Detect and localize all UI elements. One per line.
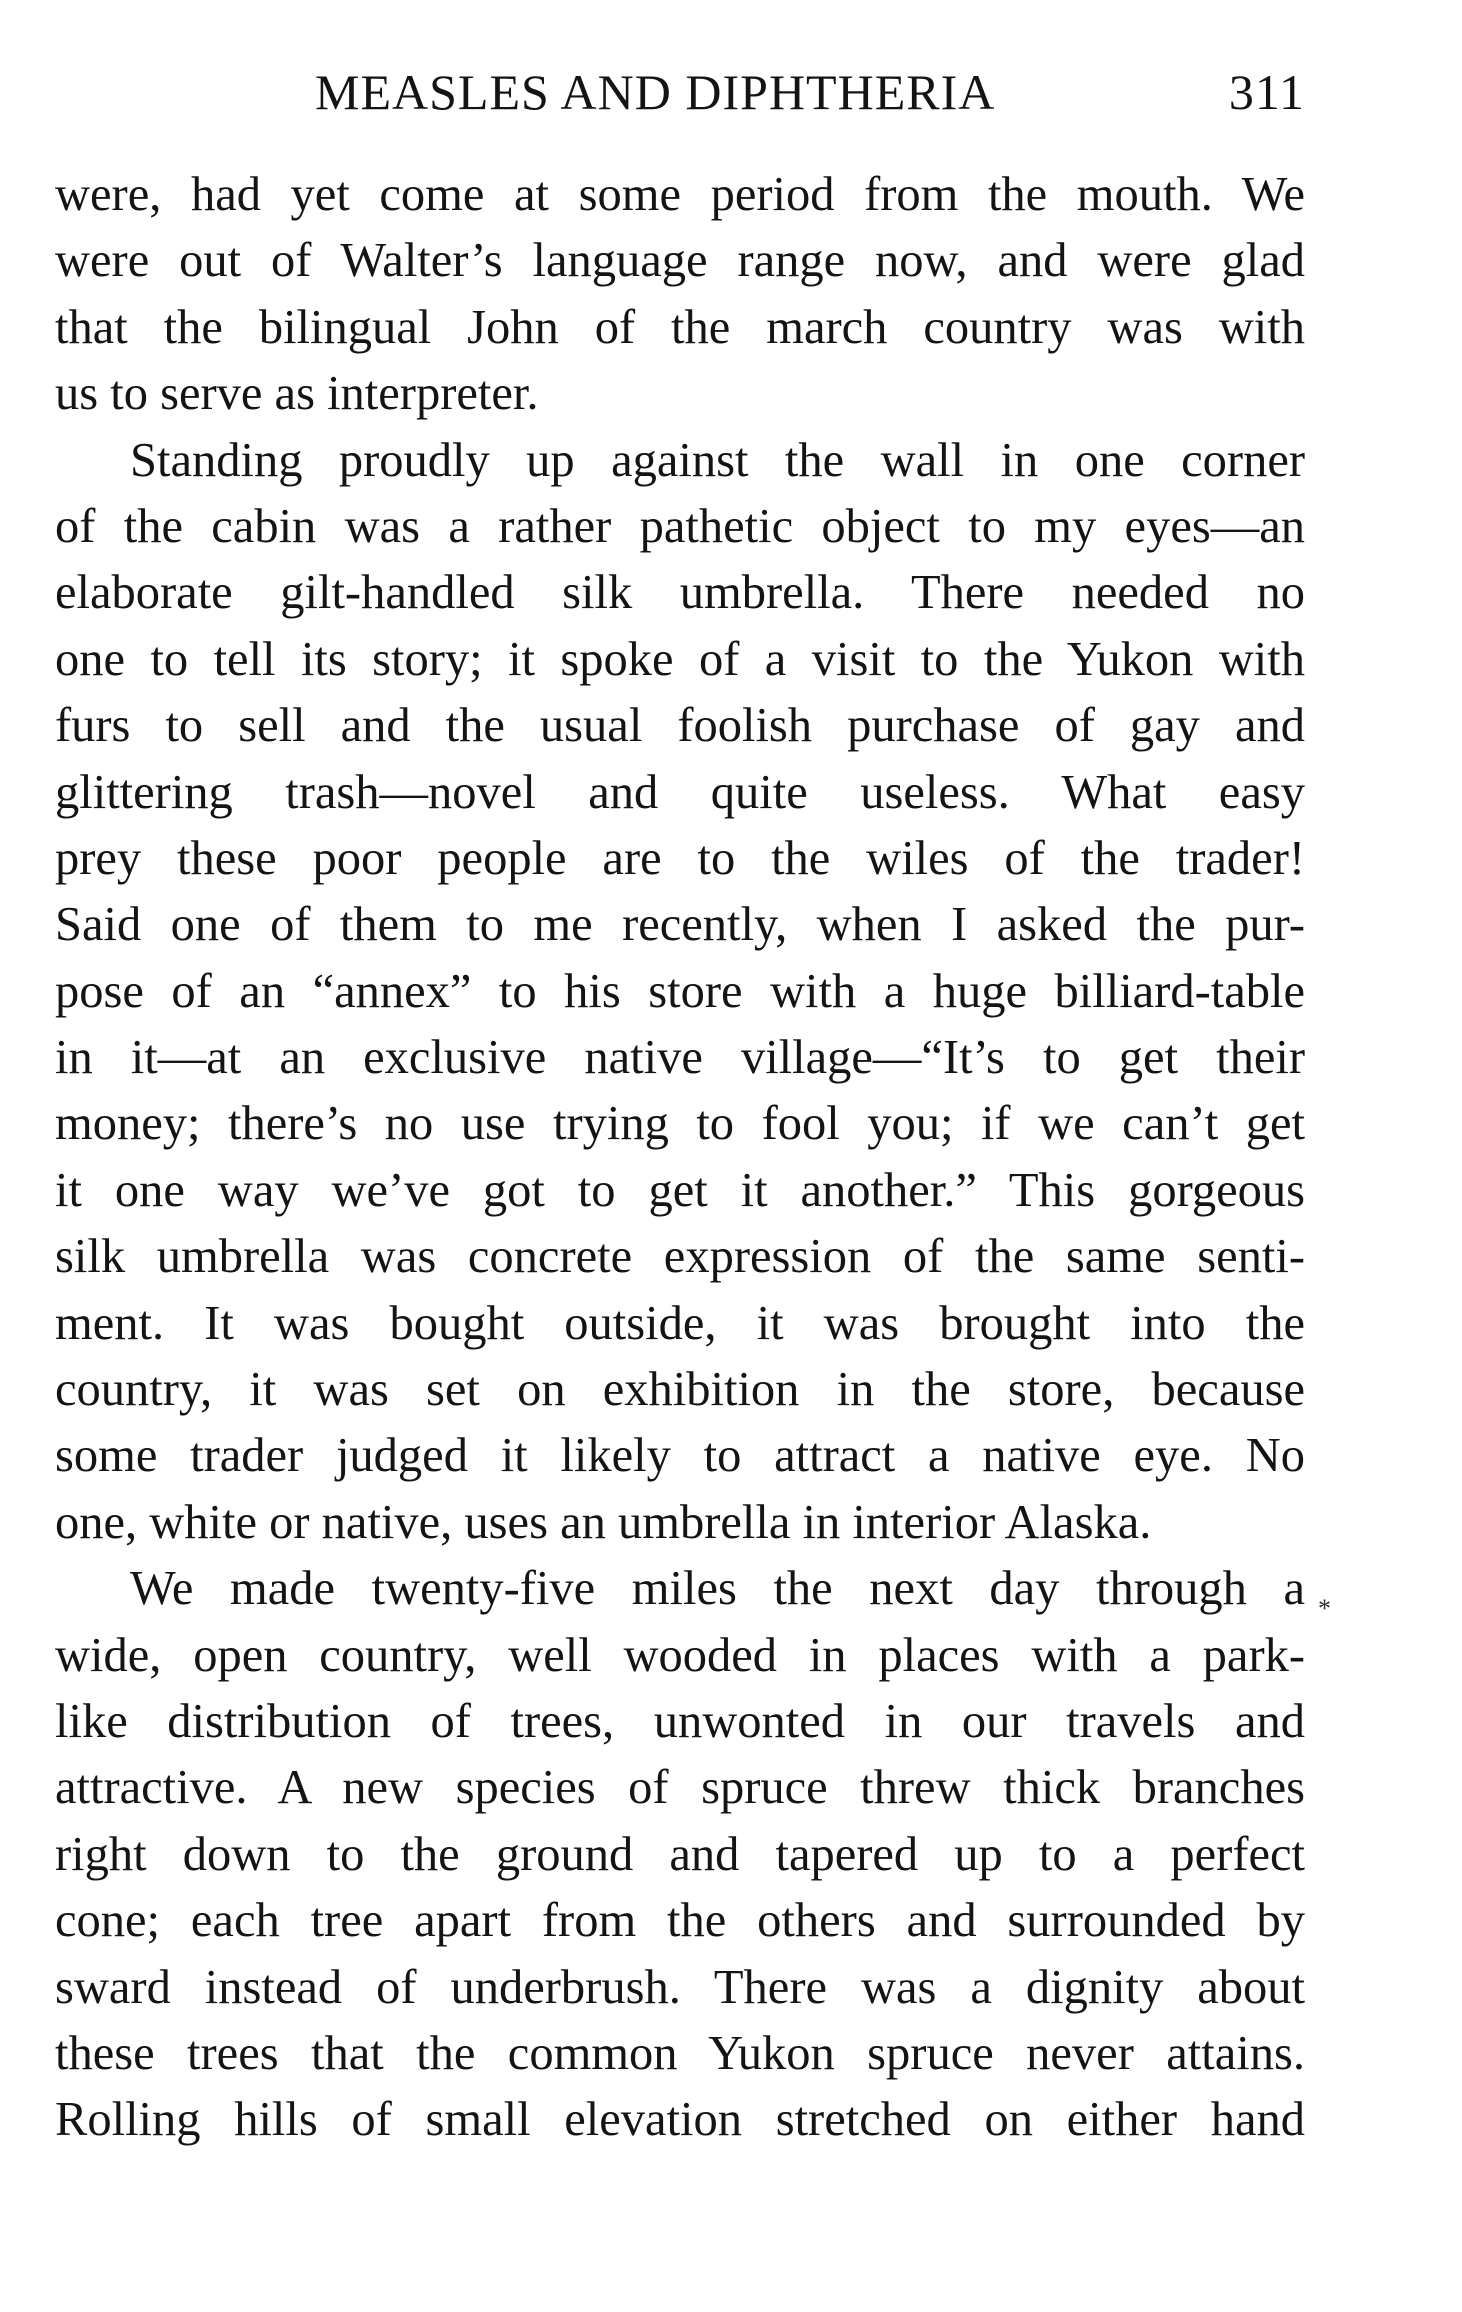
text-line: elaborate gilt-handled silk umbrella. There needed no (55, 566, 1305, 620)
text-line: like distribution of trees, unwonted in our travels and (55, 1694, 1305, 1748)
text-line: sward instead of underbrush. There was a dignity about (55, 1960, 1305, 2014)
text-line: in it—at an exclusive native village—“It’s to get their (55, 1031, 1305, 1085)
text-line: one to tell its story; it spoke of a visit to the Yukon with (55, 632, 1305, 686)
text-line: prey these poor people are to the wiles of the trader! (55, 831, 1305, 885)
text-line: Rolling hills of small elevation stretched on either hand (55, 2093, 1305, 2147)
body-text (55, 162, 1305, 2154)
text-line: pose of an “annex” to his store with a huge billiard-table (55, 964, 1305, 1018)
text-line: it one way we’ve got to get it another.” This gorgeous (55, 1163, 1305, 1217)
text-line: silk umbrella was concrete expression of the same senti- (55, 1230, 1305, 1284)
paragraph-end-line: one, white or native, uses an umbrella in interior Alaska. (55, 1495, 1152, 1549)
text-line: that the bilingual John of the march country was with (55, 300, 1305, 354)
text-line: money; there’s no use trying to fool you; if we can’t get (55, 1097, 1305, 1151)
text-line: furs to sell and the usual foolish purchase of gay and (55, 699, 1305, 753)
text-line: glittering trash—novel and quite useless. What easy (55, 765, 1305, 819)
text-line: right down to the ground and tapered up to a perfect (55, 1827, 1305, 1881)
text-line: attractive. A new species of spruce threw thick branches (55, 1761, 1305, 1815)
running-title: MEASLES AND DIPHTHERIA (315, 64, 996, 120)
margin-mark: * (1318, 1594, 1331, 1623)
text-line: of the cabin was a rather pathetic object to my eyes—an (55, 499, 1305, 553)
paragraph-start-line: Standing proudly up against the wall in one corner (130, 433, 1305, 487)
text-line: Said one of them to me recently, when I asked the pur- (55, 898, 1305, 952)
text-line: ment. It was bought outside, it was brought into the (55, 1296, 1305, 1350)
text-line: these trees that the common Yukon spruce never attains. (55, 2026, 1305, 2080)
text-line: cone; each tree apart from the others and surrounded by (55, 1894, 1305, 1948)
running-head (55, 62, 1305, 122)
page-number: 311 (1228, 64, 1305, 120)
text-line: were, had yet come at some period from the mouth. We (55, 168, 1305, 221)
text-line: country, it was set on exhibition in the store, because (55, 1363, 1305, 1417)
text-line: were out of Walter’s language range now, and were glad (55, 234, 1305, 288)
paragraph-start-line: We made twenty-five miles the next day through a (130, 1562, 1305, 1616)
text-line: wide, open country, well wooded in places with a park- (55, 1628, 1305, 1682)
paragraph-end-line: us to serve as interpreter. (55, 367, 539, 421)
text-line: some trader judged it likely to attract a native eye. No (55, 1429, 1305, 1483)
